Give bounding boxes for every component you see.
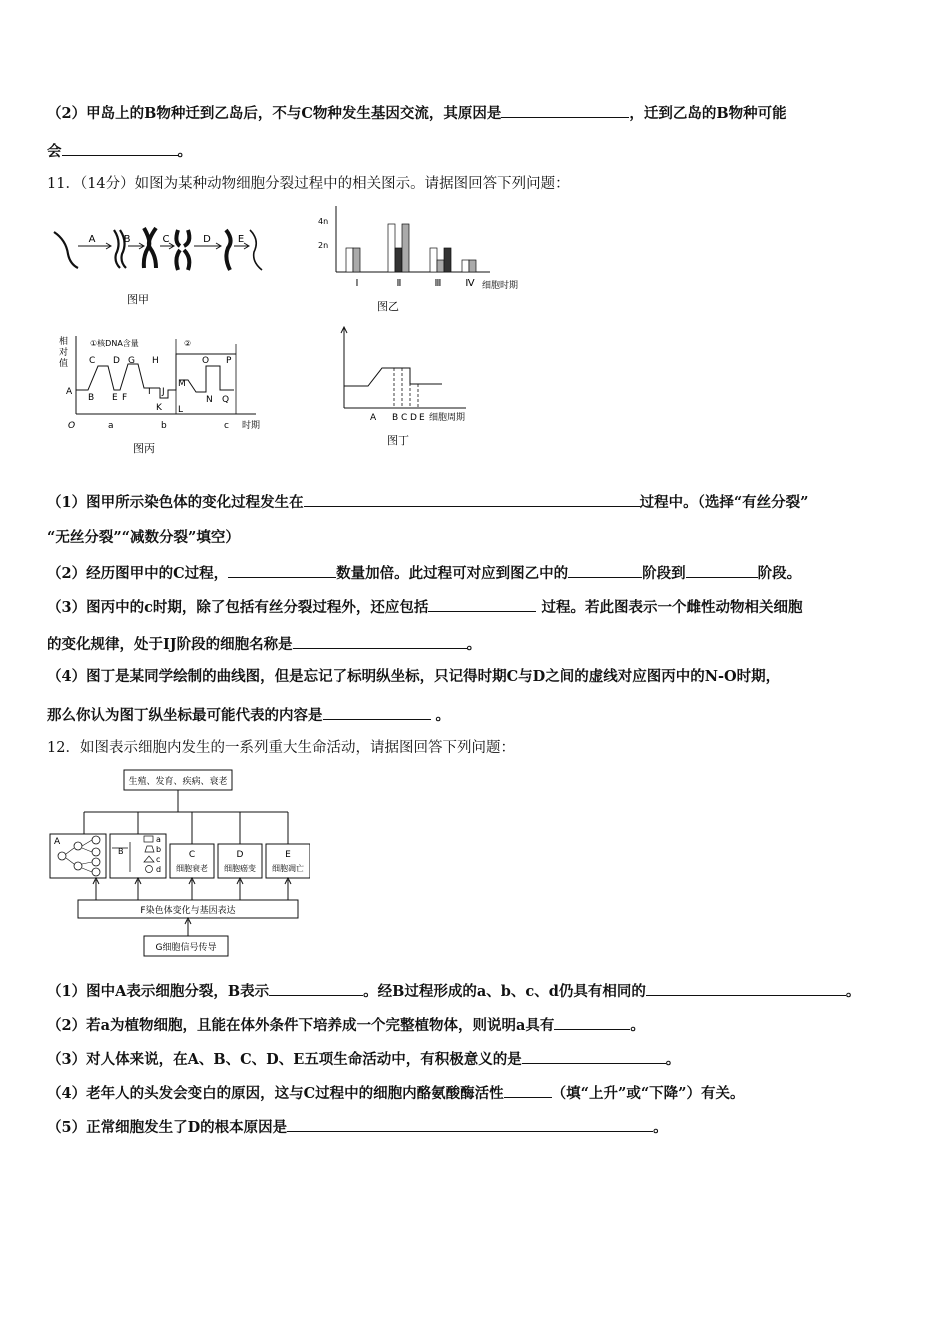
c-letter: C	[188, 850, 196, 860]
x-tick-c: C	[401, 413, 408, 423]
q12-blank-3[interactable]	[554, 1014, 630, 1030]
chromosome-1	[54, 232, 78, 268]
bar-2-3	[402, 224, 409, 272]
x-tick-d: D	[410, 413, 417, 423]
point-m: M	[178, 379, 186, 389]
x-tick-c: c	[224, 421, 229, 431]
q11-part1-line1: （1）图甲所示染色体的变化过程发生在 过程中。（选择“有丝分裂”	[47, 491, 809, 513]
curve-3	[180, 366, 234, 392]
q12-blank-1[interactable]	[269, 980, 363, 996]
step-label-d: D	[203, 234, 211, 245]
legend-dna: ①核DNA含量	[90, 339, 139, 348]
q11-blank-7[interactable]	[323, 704, 431, 720]
x-tick-b: b	[161, 421, 167, 431]
point-d: D	[113, 356, 120, 366]
chromosome-2a	[114, 230, 120, 268]
top-box-label: 生殖、发育、疾病、衰老	[128, 777, 228, 787]
d-letter: D	[236, 850, 244, 860]
q12-part4: （4）老年人的头发会变白的原因，这与C过程中的细胞内酪氨酸酶活性 （填“上升”或“下降”）有关。	[47, 1082, 745, 1104]
g-label: G细胞信号传导	[155, 943, 217, 953]
point-n: N	[206, 395, 213, 405]
bar-1-2	[353, 248, 360, 272]
q12-part1: （1）图中A表示细胞分裂，B表示 。经B过程形成的a、b、c、d仍具有相同的 。	[47, 980, 860, 1002]
figure-yi	[310, 204, 540, 316]
point-c: C	[89, 356, 96, 366]
cell-b: b	[156, 845, 162, 854]
q10-part2-line2: 会 。	[47, 140, 192, 162]
q10-part2-line1: （2）甲岛上的B物种迁到乙岛后，不与C物种发生基因交流，其原因是 ，迁到乙岛的B物种可能	[47, 102, 787, 124]
figure-jia	[48, 218, 278, 308]
point-i: I	[148, 387, 151, 397]
q11-part2: （2）经历图甲中的C过程， 数量加倍。此过程可对应到图乙中的 阶段到 阶段。	[47, 562, 801, 584]
chromatid-2	[184, 230, 189, 246]
x-tick-1: Ⅰ	[355, 278, 359, 289]
chromatid-3	[176, 250, 180, 270]
point-l: L	[178, 405, 184, 415]
q12-blank-2[interactable]	[646, 980, 846, 996]
q12-header: 12．如图表示细胞内发生的一系列重大生命活动，请据图回答下列问题：	[47, 740, 515, 756]
bar-group	[346, 224, 476, 272]
a-label: A	[54, 837, 61, 847]
cell-d: d	[156, 865, 162, 874]
e-text: 细胞凋亡	[272, 864, 304, 873]
q12-diagram-svg	[48, 768, 310, 960]
bar-3-1	[430, 248, 437, 272]
x-tick-4: Ⅳ	[465, 278, 475, 289]
q11-part4-line2: 那么你认为图丁纵坐标最可能代表的内容是 。	[47, 704, 450, 726]
curve	[344, 368, 442, 386]
step-label-c: C	[162, 234, 170, 245]
figure-bing-svg	[56, 334, 270, 458]
q12-blank-5[interactable]	[504, 1082, 552, 1098]
x-tick-3: Ⅲ	[434, 278, 442, 289]
figure-jia-svg	[48, 218, 278, 308]
bar-2-1	[388, 224, 395, 272]
q11-blank-2[interactable]	[228, 562, 336, 578]
point-a: A	[66, 387, 73, 397]
step-label-e: E	[237, 234, 245, 245]
figure-ding-svg	[330, 326, 480, 450]
bar-1-1	[346, 248, 353, 272]
q10-blank-1[interactable]	[501, 102, 629, 118]
x-tick-e: E	[419, 413, 425, 423]
q12-part2: （2）若a为植物细胞，且能在体外条件下培养成一个完整植物体，则说明a具有 。	[47, 1014, 645, 1036]
point-f: F	[122, 393, 128, 403]
q12-part3: （3）对人体来说，在A、B、C、D、E五项生命活动中，有积极意义的是 。	[47, 1048, 680, 1070]
f-label: F染色体变化与基因表达	[140, 906, 236, 916]
x-tick-a: A	[370, 413, 377, 423]
point-h: H	[152, 356, 159, 366]
origin-o: O	[68, 421, 76, 431]
q11-blank-3[interactable]	[568, 562, 642, 578]
y-tick-4n: 4n	[318, 217, 329, 226]
q12-blank-4[interactable]	[522, 1048, 666, 1064]
d-text: 细胞癌变	[224, 864, 256, 873]
point-p: P	[226, 356, 232, 366]
y-label-1: 相	[59, 337, 69, 347]
bar-4-1	[462, 260, 469, 272]
step-label-a: A	[88, 234, 96, 245]
chromatid-4	[184, 250, 189, 270]
cell-c: c	[156, 855, 161, 864]
step-label-b: B	[123, 234, 131, 245]
q12-blank-6[interactable]	[287, 1116, 653, 1132]
x-axis-label: 细胞时期	[482, 281, 519, 291]
point-g: G	[128, 356, 135, 366]
chromosome-3b	[149, 228, 156, 268]
x-tick-2: Ⅱ	[396, 278, 402, 289]
cell-a: a	[156, 835, 161, 844]
point-o: O	[202, 356, 210, 366]
x-axis-label: 时期	[242, 421, 261, 431]
bar-2-2	[395, 248, 402, 272]
chromosome-6	[250, 230, 262, 270]
chromatid-1	[176, 230, 180, 246]
q11-blank-4[interactable]	[686, 562, 758, 578]
q10-blank-2[interactable]	[62, 140, 178, 156]
x-tick-a: a	[108, 421, 114, 431]
bar-3-2	[437, 260, 444, 272]
y-tick-2n: 2n	[318, 241, 329, 250]
point-e: E	[112, 393, 118, 403]
q11-part3-line1: （3）图丙中的c时期，除了包括有丝分裂过程外，还应包括 过程。若此图表示一个雌性动物相关细胞	[47, 596, 802, 618]
x-axis-label: 细胞周期	[429, 413, 466, 423]
figure-ding-caption: 图丁	[387, 434, 409, 447]
figure-bing-caption: 图丙	[133, 442, 155, 455]
b-label: B	[118, 847, 124, 856]
q11-header: 11．（14分）如图为某种动物细胞分裂过程中的相关图示。请据图回答下列问题：	[47, 176, 570, 192]
figure-ding	[330, 326, 480, 450]
chromosome-5	[226, 230, 231, 270]
c-text: 细胞衰老	[176, 864, 208, 873]
figure-jia-caption: 图甲	[127, 293, 149, 306]
figure-yi-svg	[310, 204, 540, 316]
q11-blank-5[interactable]	[428, 596, 536, 612]
e-letter: E	[285, 850, 291, 860]
bar-4-2	[469, 260, 476, 272]
legend-2: ②	[184, 339, 192, 348]
q11-part1-line2: “无丝分裂”“减数分裂”填空）	[47, 529, 240, 546]
figure-bing	[56, 334, 270, 458]
q11-blank-1[interactable]	[304, 491, 640, 507]
q12-diagram	[48, 768, 310, 960]
q11-blank-6[interactable]	[293, 633, 467, 649]
y-label-2: 对	[59, 348, 69, 358]
q11-part4-line1: （4）图丁是某同学绘制的曲线图，但是忘记了标明纵坐标，只记得时期C与D之间的虚线对应图丙中的N-O时期，	[47, 668, 781, 685]
bar-3-3	[444, 248, 451, 272]
x-tick-b: B	[392, 413, 399, 423]
point-b: B	[88, 393, 95, 403]
point-j: J	[162, 387, 165, 397]
y-label-3: 值	[59, 359, 69, 369]
q12-part5: （5）正常细胞发生了D的根本原因是 。	[47, 1116, 668, 1138]
q11-part3-line2: 的变化规律，处于IJ阶段的细胞名称是 。	[47, 633, 481, 655]
figure-yi-caption: 图乙	[377, 300, 399, 313]
point-q: Q	[222, 395, 230, 405]
point-k: K	[156, 403, 162, 413]
